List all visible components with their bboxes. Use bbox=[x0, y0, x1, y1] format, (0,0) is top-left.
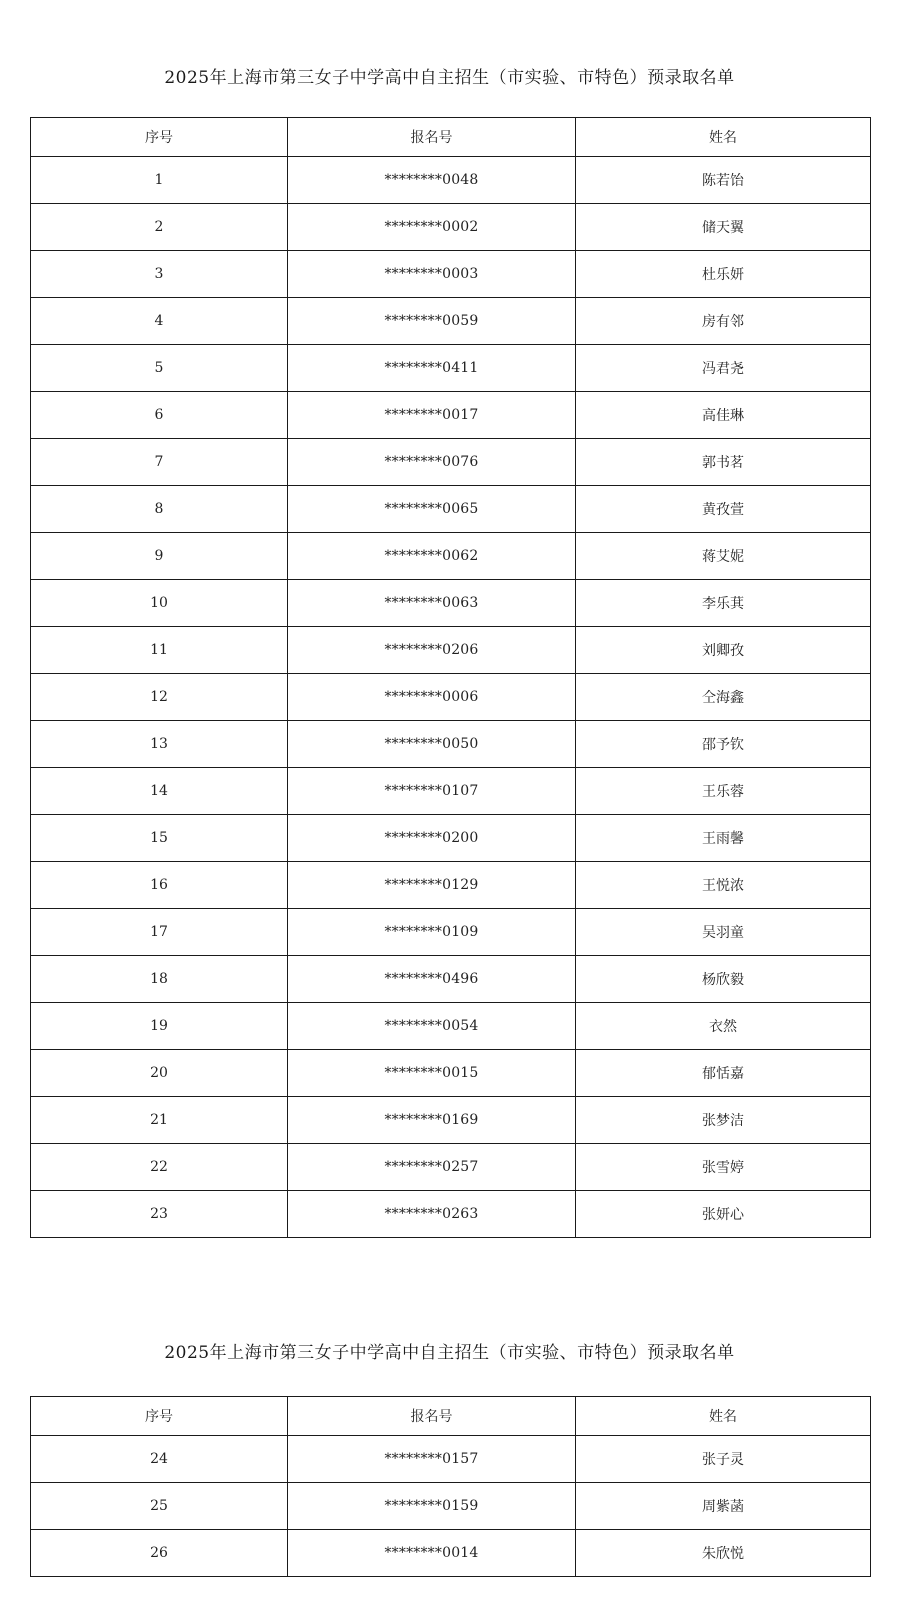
table-row bbox=[31, 157, 871, 204]
name-cell: 高佳琳 bbox=[576, 392, 871, 439]
reg-no-cell: ********0263 bbox=[288, 1191, 576, 1238]
name-cell: 吴羽童 bbox=[576, 909, 871, 956]
column-header-name: 姓名 bbox=[576, 118, 871, 157]
seq-cell: 2 bbox=[31, 204, 288, 251]
admission-table bbox=[30, 1396, 871, 1577]
table-row bbox=[31, 533, 871, 580]
table-row bbox=[31, 298, 871, 345]
seq-cell: 19 bbox=[31, 1003, 288, 1050]
reg-no-cell: ********0050 bbox=[288, 721, 576, 768]
table-row bbox=[31, 815, 871, 862]
table-row bbox=[31, 1436, 871, 1483]
table-row bbox=[31, 1191, 871, 1238]
reg-no-cell: ********0496 bbox=[288, 956, 576, 1003]
seq-cell: 24 bbox=[31, 1436, 288, 1483]
seq-cell: 10 bbox=[31, 580, 288, 627]
reg-no-cell: ********0003 bbox=[288, 251, 576, 298]
table-row bbox=[31, 768, 871, 815]
name-cell: 陈若饴 bbox=[576, 157, 871, 204]
name-cell: 张雪婷 bbox=[576, 1144, 871, 1191]
seq-cell: 5 bbox=[31, 345, 288, 392]
name-cell: 衣然 bbox=[576, 1003, 871, 1050]
table-row bbox=[31, 1050, 871, 1097]
name-cell: 郭书茗 bbox=[576, 439, 871, 486]
reg-no-cell: ********0059 bbox=[288, 298, 576, 345]
seq-cell: 16 bbox=[31, 862, 288, 909]
name-cell: 王雨馨 bbox=[576, 815, 871, 862]
reg-no-cell: ********0076 bbox=[288, 439, 576, 486]
reg-no-cell: ********0257 bbox=[288, 1144, 576, 1191]
seq-cell: 3 bbox=[31, 251, 288, 298]
table-row bbox=[31, 1003, 871, 1050]
seq-cell: 15 bbox=[31, 815, 288, 862]
reg-no-cell: ********0200 bbox=[288, 815, 576, 862]
seq-cell: 9 bbox=[31, 533, 288, 580]
column-header-name: 姓名 bbox=[576, 1397, 871, 1436]
table-header-row bbox=[31, 118, 871, 157]
seq-cell: 26 bbox=[31, 1530, 288, 1577]
name-cell: 杨欣毅 bbox=[576, 956, 871, 1003]
table-row bbox=[31, 909, 871, 956]
seq-cell: 20 bbox=[31, 1050, 288, 1097]
table-row bbox=[31, 392, 871, 439]
table-row bbox=[31, 1144, 871, 1191]
table-row bbox=[31, 1530, 871, 1577]
reg-no-cell: ********0206 bbox=[288, 627, 576, 674]
reg-no-cell: ********0107 bbox=[288, 768, 576, 815]
seq-cell: 23 bbox=[31, 1191, 288, 1238]
table-body bbox=[31, 157, 871, 1238]
table-body bbox=[31, 1436, 871, 1577]
name-cell: 刘卿孜 bbox=[576, 627, 871, 674]
admission-table bbox=[30, 117, 871, 1238]
seq-cell: 14 bbox=[31, 768, 288, 815]
table-row bbox=[31, 721, 871, 768]
reg-no-cell: ********0017 bbox=[288, 392, 576, 439]
table-row bbox=[31, 580, 871, 627]
name-cell: 储天翼 bbox=[576, 204, 871, 251]
name-cell: 冯君尧 bbox=[576, 345, 871, 392]
table-row bbox=[31, 956, 871, 1003]
name-cell: 张子灵 bbox=[576, 1436, 871, 1483]
table-row bbox=[31, 486, 871, 533]
reg-no-cell: ********0048 bbox=[288, 157, 576, 204]
reg-no-cell: ********0169 bbox=[288, 1097, 576, 1144]
seq-cell: 22 bbox=[31, 1144, 288, 1191]
reg-no-cell: ********0065 bbox=[288, 486, 576, 533]
reg-no-cell: ********0062 bbox=[288, 533, 576, 580]
name-cell: 黄孜萱 bbox=[576, 486, 871, 533]
table-row bbox=[31, 345, 871, 392]
name-cell: 周紫菡 bbox=[576, 1483, 871, 1530]
seq-cell: 13 bbox=[31, 721, 288, 768]
seq-cell: 21 bbox=[31, 1097, 288, 1144]
table-row bbox=[31, 251, 871, 298]
seq-cell: 8 bbox=[31, 486, 288, 533]
reg-no-cell: ********0063 bbox=[288, 580, 576, 627]
table-row bbox=[31, 862, 871, 909]
seq-cell: 11 bbox=[31, 627, 288, 674]
table-row bbox=[31, 204, 871, 251]
name-cell: 杜乐妍 bbox=[576, 251, 871, 298]
column-header-seq: 序号 bbox=[31, 1397, 288, 1436]
name-cell: 房有邻 bbox=[576, 298, 871, 345]
seq-cell: 1 bbox=[31, 157, 288, 204]
reg-no-cell: ********0159 bbox=[288, 1483, 576, 1530]
seq-cell: 7 bbox=[31, 439, 288, 486]
reg-no-cell: ********0006 bbox=[288, 674, 576, 721]
reg-no-cell: ********0157 bbox=[288, 1436, 576, 1483]
reg-no-cell: ********0015 bbox=[288, 1050, 576, 1097]
name-cell: 李乐萁 bbox=[576, 580, 871, 627]
name-cell: 张梦洁 bbox=[576, 1097, 871, 1144]
seq-cell: 4 bbox=[31, 298, 288, 345]
reg-no-cell: ********0109 bbox=[288, 909, 576, 956]
seq-cell: 18 bbox=[31, 956, 288, 1003]
name-cell: 王悦浓 bbox=[576, 862, 871, 909]
reg-no-cell: ********0411 bbox=[288, 345, 576, 392]
table-row bbox=[31, 1483, 871, 1530]
name-cell: 邵予钦 bbox=[576, 721, 871, 768]
seq-cell: 25 bbox=[31, 1483, 288, 1530]
name-cell: 郁恬嘉 bbox=[576, 1050, 871, 1097]
column-header-reg-no: 报名号 bbox=[288, 118, 576, 157]
column-header-seq: 序号 bbox=[31, 118, 288, 157]
table-row bbox=[31, 674, 871, 721]
table-row bbox=[31, 439, 871, 486]
table-header-row bbox=[31, 1397, 871, 1436]
table-row bbox=[31, 1097, 871, 1144]
name-cell: 仝海鑫 bbox=[576, 674, 871, 721]
reg-no-cell: ********0054 bbox=[288, 1003, 576, 1050]
reg-no-cell: ********0002 bbox=[288, 204, 576, 251]
name-cell: 朱欣悦 bbox=[576, 1530, 871, 1577]
table-row bbox=[31, 627, 871, 674]
seq-cell: 6 bbox=[31, 392, 288, 439]
seq-cell: 17 bbox=[31, 909, 288, 956]
name-cell: 张妍心 bbox=[576, 1191, 871, 1238]
name-cell: 蒋艾妮 bbox=[576, 533, 871, 580]
page-title: 2025年上海市第三女子中学高中自主招生（市实验、市特色）预录取名单 bbox=[164, 1343, 735, 1363]
reg-no-cell: ********0014 bbox=[288, 1530, 576, 1577]
seq-cell: 12 bbox=[31, 674, 288, 721]
page-title: 2025年上海市第三女子中学高中自主招生（市实验、市特色）预录取名单 bbox=[164, 68, 735, 88]
name-cell: 王乐蓉 bbox=[576, 768, 871, 815]
reg-no-cell: ********0129 bbox=[288, 862, 576, 909]
column-header-reg-no: 报名号 bbox=[288, 1397, 576, 1436]
